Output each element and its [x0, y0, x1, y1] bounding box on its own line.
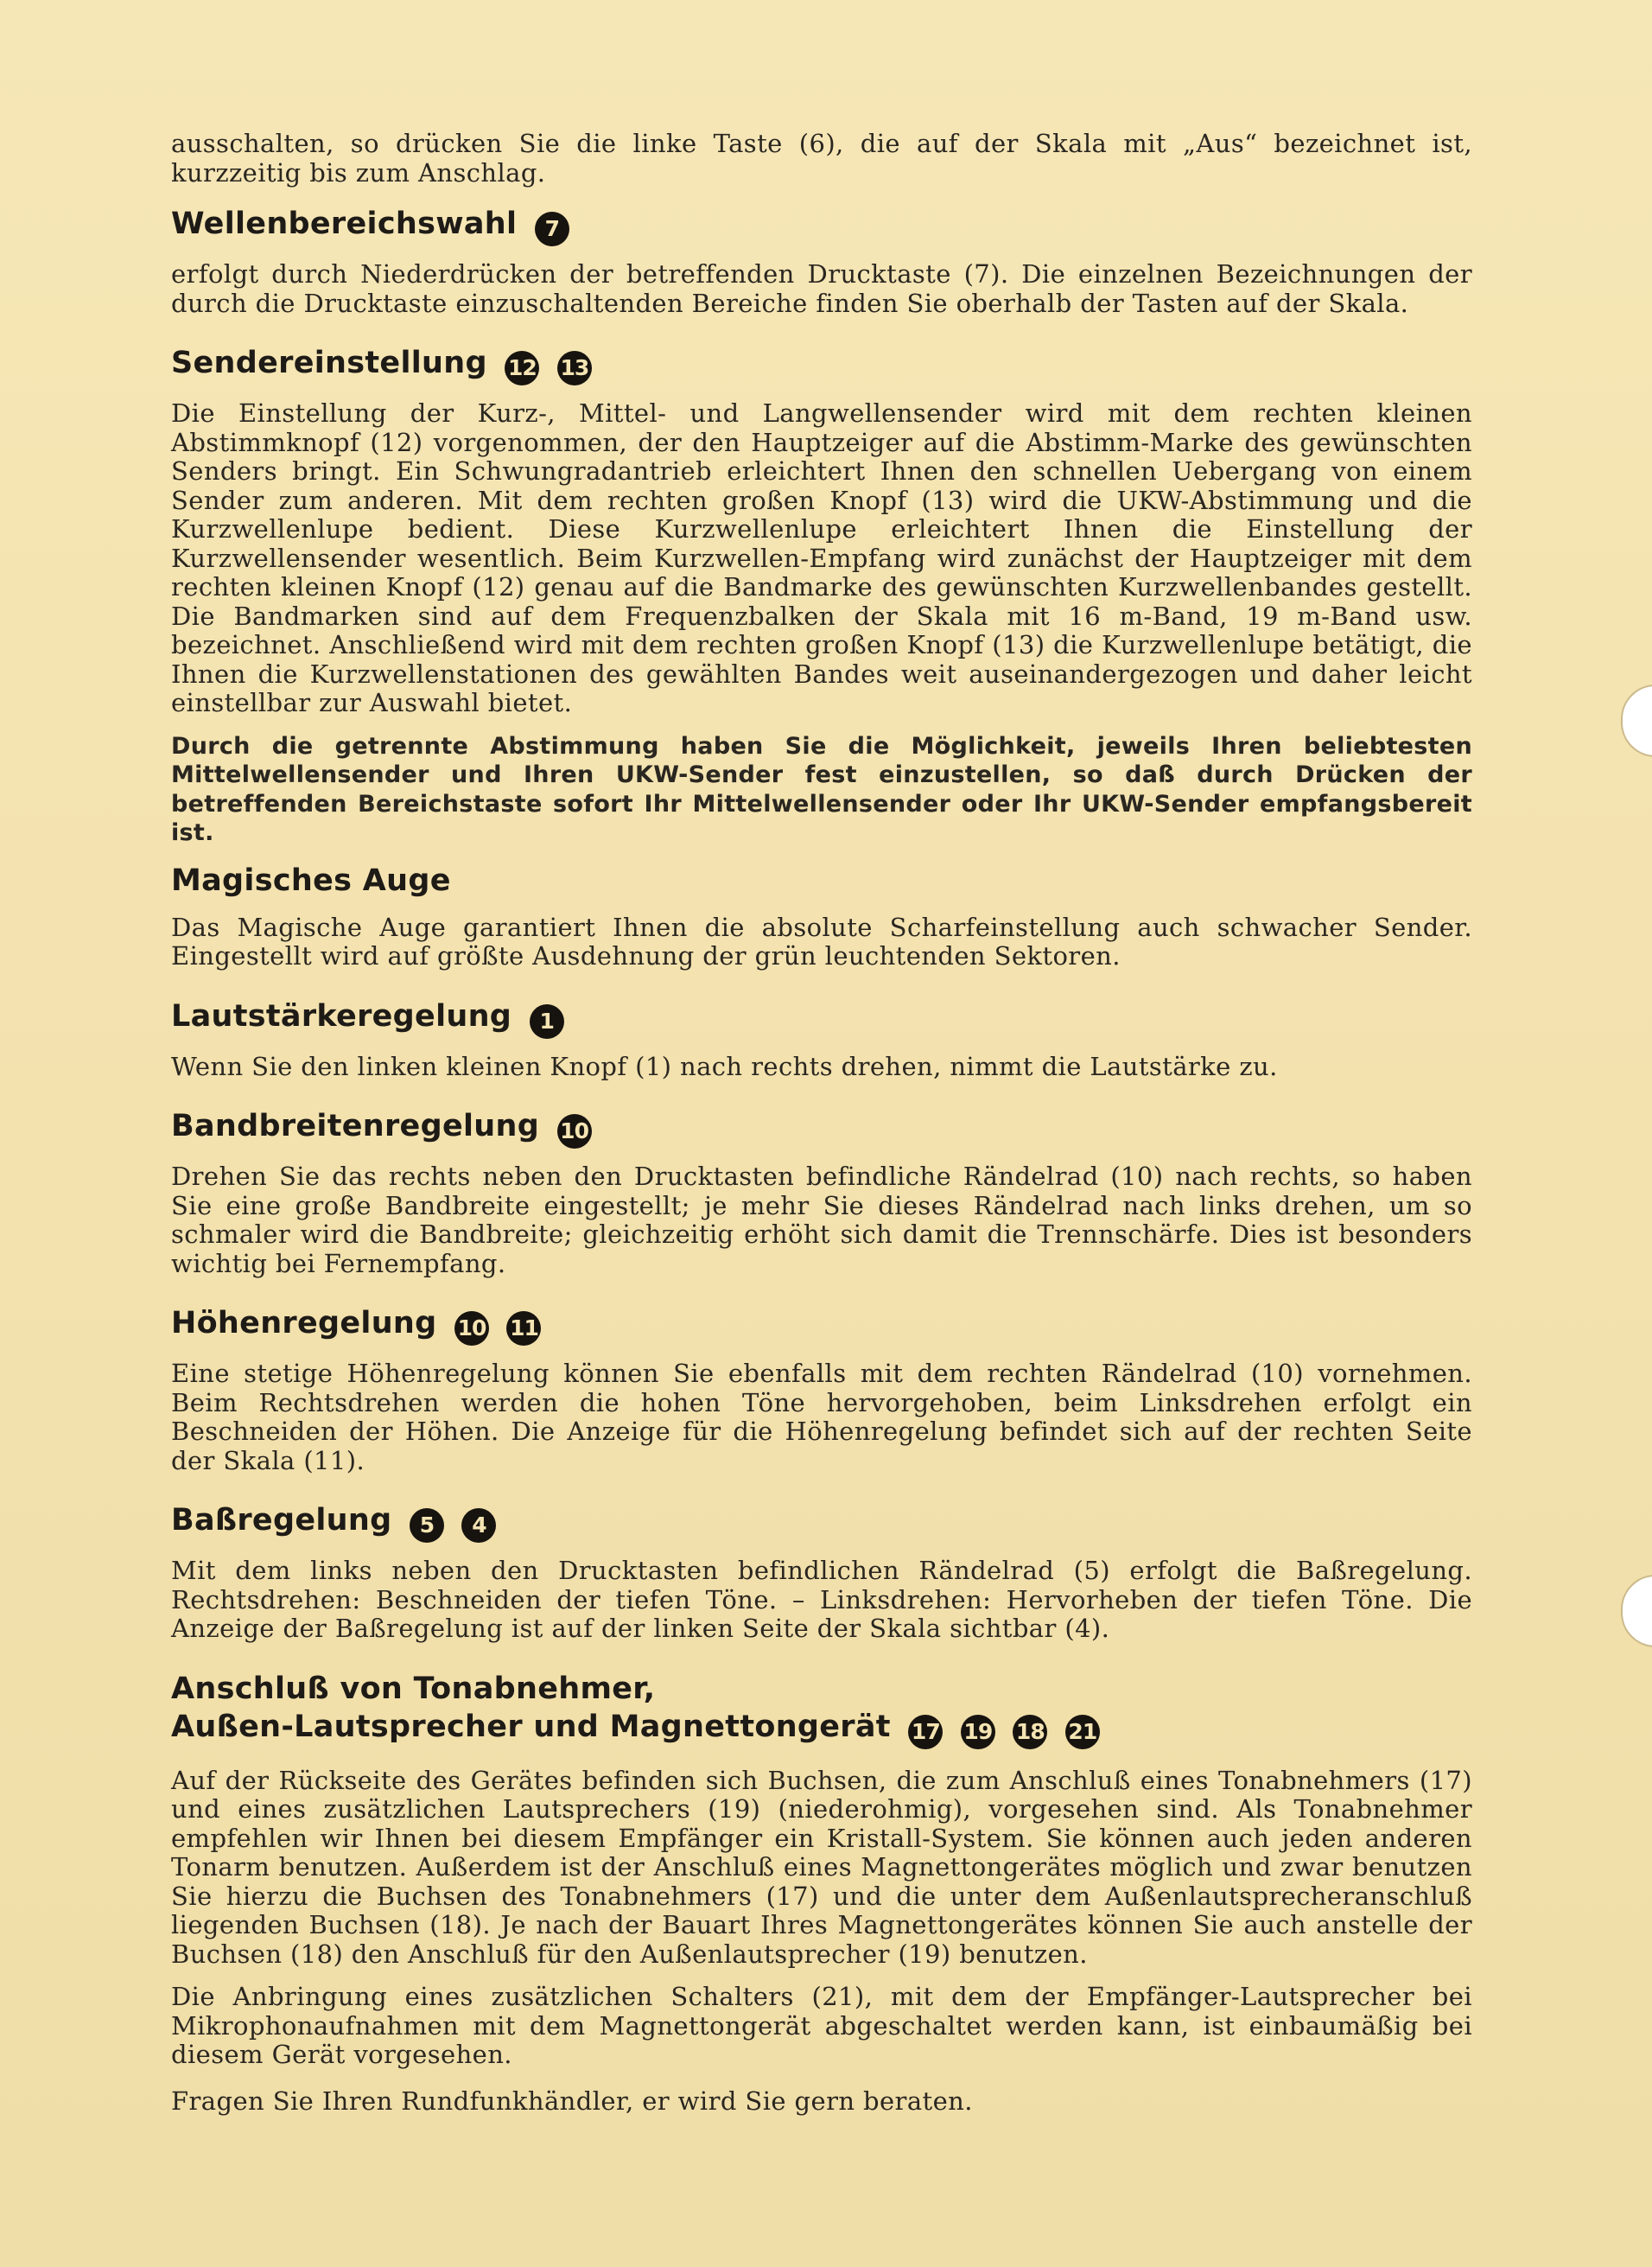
heading-text: Anschluß von Tonabnehmer, — [171, 1671, 656, 1706]
heading-text: Außen-Lautsprecher und Magnettongerät — [171, 1709, 891, 1744]
reference-badges — [498, 347, 592, 385]
reference-number-badge: 13 — [557, 351, 592, 385]
heading-magisches-auge — [171, 862, 1472, 900]
hoehenregelung-paragraph: Eine stetige Höhenregelung können Sie ebenfalls mit dem rechten Rändelrad (10) vornehmen. Beim Rechtsdrehen werden die hohen Töne hervorgehoben, beim Linksdrehen erfolgt ein Beschneiden der Höhen. Die Anzeige für die Höhenregelung befindet sich auf der rechten Seite der Skala (11). — [171, 1359, 1472, 1475]
document-body — [171, 130, 1472, 2116]
heading-wellenbereichswahl — [171, 205, 1472, 246]
heading-text: Lautstärkeregelung — [171, 998, 512, 1034]
intro-paragraph: ausschalten, so drücken Sie die linke Taste (6), die auf der Skala mit „Aus“ bezeichnet ist, kurzzeitig bis zum Anschlag. — [171, 129, 1472, 188]
heading-text: Wellenbereichswahl — [171, 207, 518, 241]
reference-number-badge: 10 — [557, 1114, 592, 1149]
sendereinstellung-bold-paragraph: Durch die getrennte Abstimmung haben Sie die Möglichkeit, jeweils Ihren beliebtesten Mittelwellensender und Ihren UKW-Sender fest einzustellen, so daß durch Drücken der betreffenden Bereichstaste sofort Ihr Mittelwellensender oder Ihr UKW-Sender empfangsbereit ist. — [171, 732, 1472, 846]
heading-text: Sendereinstellung — [171, 346, 487, 380]
reference-number-badge: 7 — [535, 212, 569, 246]
reference-number-badge: 5 — [410, 1508, 444, 1543]
reference-badges — [901, 1710, 1100, 1749]
reference-number-badge: 17 — [908, 1715, 943, 1749]
reference-number-badge: 10 — [454, 1311, 489, 1346]
heading-text: Magisches Auge — [171, 863, 451, 898]
magisches-auge-paragraph: Das Magische Auge garantiert Ihnen die absolute Scharfeinstellung auch schwacher Sender. Eingestellt wird auf größte Ausdehnung der grün leuchtenden Sektoren. — [171, 912, 1472, 971]
reference-number-badge: 19 — [961, 1715, 995, 1749]
anschluss-paragraph: Auf der Rückseite des Gerätes befinden sich Buchsen, die zum Anschluß eines Tonabnehmers (17) und eines zusätzlichen Lautsprechers (19) (niederohmig), vorgesehen sind. Als Tonabnehmer empfehlen wir Ihnen bei diesem Empfänger ein Kristall-System. Sie können auch jeden anderen Tonarm benutzen. Außerdem ist der Anschluß eines Magnettongerätes möglich und zwar benutzen Sie hierzu die Buchsen des Tonabnehmers (17) und die unter dem Außenlautsprecheranschluß liegenden Buchsen (18). Je nach der Bauart Ihres Magnettongerätes können Sie auch anstelle der Buchsen (18) den Anschluß für den Außenlautsprecher (19) benutzen. — [171, 1765, 1472, 1969]
heading-bassregelung — [171, 1501, 1472, 1543]
lautstaerkeregelung-paragraph: Wenn Sie den linken kleinen Knopf (1) nach rechts drehen, nimmt die Lautstärke zu. — [171, 1051, 1278, 1081]
reference-badges — [528, 207, 569, 246]
reference-badges — [523, 1000, 564, 1039]
heading-hoehenregelung — [171, 1304, 1472, 1346]
reference-badges — [448, 1307, 542, 1346]
reference-number-badge: 11 — [506, 1311, 541, 1346]
sendereinstellung-paragraph: Die Einstellung der Kurz-, Mittel- und Langwellensender wird mit dem rechten kleinen Abstimmknopf (12) vorgenommen, der den Hauptzeiger auf die Abstimm-Marke des gewünschten Senders bringt. Ein Schwungradantrieb erleichtert Ihnen den schnellen Uebergang von einem Sender zum anderen. Mit dem rechten großen Knopf (13) wird die UKW-Abstimmung und die Kurzwellenlupe bedient. Diese Kurzwellenlupe erleichtert Ihnen die Einstellung der Kurzwellensender wesentlich. Beim Kurzwellen-Empfang wird zunächst der Hauptzeiger mit dem rechten kleinen Knopf (12) genau auf die Bandmarke des gewünschten Kurzwellenbandes gestellt. Die Bandmarken sind auf dem Frequenzbalken der Skala mit 16 m-Band, 19 m-Band usw. bezeichnet. Anschließend wird mit dem rechten großen Knopf (13) die Kurzwellenlupe betätigt, die Ihnen die Kurzwellenstationen des gewählten Bandes weit auseinandergezogen und daher leicht einstellbar zur Auswahl bietet. — [171, 398, 1472, 717]
reference-number-badge: 18 — [1013, 1715, 1047, 1749]
closing-paragraph: Fragen Sie Ihren Rundfunkhändler, er wird Sie gern beraten. — [171, 2086, 973, 2116]
wellenbereichswahl-paragraph: erfolgt durch Niederdrücken der betreffenden Drucktaste (7). Die einzelnen Bezeichnungen der durch die Drucktaste einzuschaltenden Bereiche finden Sie oberhalb der Tasten auf der Skala. — [171, 259, 1472, 318]
heading-lautstaerkeregelung — [171, 997, 1472, 1039]
reference-number-badge: 1 — [530, 1004, 564, 1039]
reference-number-badge: 21 — [1065, 1715, 1100, 1749]
heading-text: Baßregelung — [171, 1503, 392, 1538]
heading-sendereinstellung — [171, 344, 1472, 385]
reference-number-badge: 12 — [505, 351, 539, 385]
bandbreitenregelung-paragraph: Drehen Sie das rechts neben den Drucktasten befindliche Rändelrad (10) nach rechts, so haben Sie eine große Bandbreite eingestellt; je mehr Sie dieses Rändelrad nach links drehen, um so schmaler wird die Bandbreite; gleichzeitig erhöht sich damit die Trennschärfe. Dies ist besonders wichtig bei Fernempfang. — [171, 1162, 1472, 1278]
heading-text: Bandbreitenregelung — [171, 1109, 540, 1143]
bassregelung-paragraph: Mit dem links neben den Drucktasten befindlichen Rändelrad (5) erfolgt die Baßregelung. Rechtsdrehen: Beschneiden der tiefen Töne. – Linksdrehen: Hervorheben der tiefen Töne. Die Anzeige der Baßregelung ist auf der linken Seite der Skala sichtbar (4). — [171, 1556, 1472, 1643]
heading-anschluss-line2 — [171, 1708, 1472, 1749]
reference-number-badge: 4 — [461, 1508, 496, 1543]
reference-badges — [403, 1504, 497, 1543]
heading-anschluss-line1 — [171, 1670, 1472, 1708]
heading-bandbreitenregelung — [171, 1107, 1472, 1149]
heading-text: Höhenregelung — [171, 1306, 437, 1340]
anschluss-paragraph-2: Die Anbringung eines zusätzlichen Schalters (21), mit dem der Empfänger-Lautsprecher bei Mikrophonaufnahmen mit dem Magnettongerät abgeschaltet werden kann, ist einbaumäßig bei diesem Gerät vorgesehen. — [171, 1982, 1472, 2069]
punch-notch-lower — [1621, 1575, 1652, 1647]
punch-notch-upper — [1621, 685, 1652, 757]
reference-badges — [550, 1110, 592, 1149]
